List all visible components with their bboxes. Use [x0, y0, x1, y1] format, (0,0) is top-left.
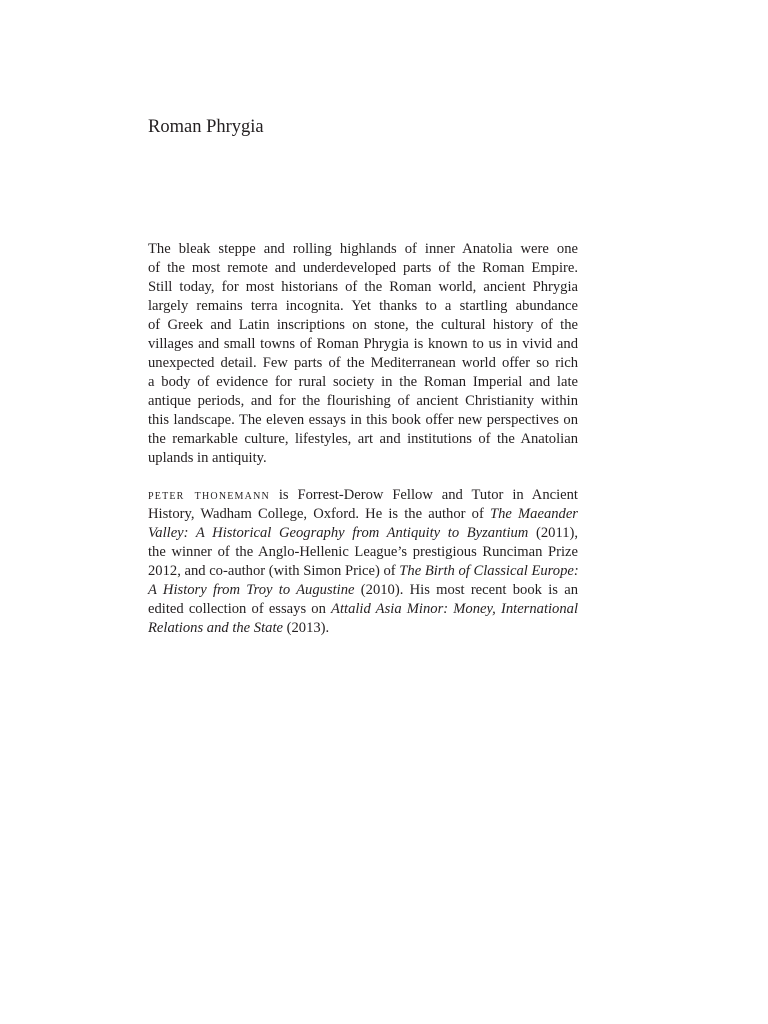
- description-line: Still today, for most historians of the Roman world, ancient Phrygia: [148, 279, 578, 295]
- bio-text: (2010). His most recent book is an: [354, 582, 578, 598]
- book-title: Relations and the State: [148, 620, 283, 636]
- page-title: Roman Phrygia: [148, 117, 264, 137]
- bio-text: History, Wadham College, Oxford. He is the author of: [148, 506, 490, 522]
- description-line: largely remains terra incognita. Yet thanks to a startling abundance: [148, 298, 578, 314]
- description-line: antique periods, and for the flourishing of ancient Christianity within: [148, 393, 578, 409]
- description-line: villages and small towns of Roman Phrygia is known to us in vivid and: [148, 336, 578, 352]
- bio-line: [148, 619, 578, 638]
- bio-line: [148, 562, 578, 581]
- description-line: The bleak steppe and rolling highlands of inner Anatolia were one: [148, 241, 578, 257]
- bio-text: edited collection of essays on: [148, 601, 332, 617]
- description-line: this landscape. The eleven essays in this book offer new perspectives on: [148, 412, 578, 428]
- description-line: of the most remote and underdeveloped parts of the Roman Empire.: [148, 260, 578, 276]
- description-line: unexpected detail. Few parts of the Mediterranean world offer so rich: [148, 355, 578, 371]
- bio-line: [148, 505, 578, 524]
- bio-line: [148, 600, 578, 619]
- bio-text: is Forrest-Derow Fellow and Tutor in Ancient: [269, 487, 578, 503]
- book-title: Attalid Asia Minor: Money, International: [331, 601, 578, 617]
- description-line: a body of evidence for rural society in the Roman Imperial and late: [148, 374, 578, 390]
- bio-line: [148, 486, 578, 505]
- bio-text: (2011),: [528, 525, 578, 541]
- book-title: The Maeander: [489, 506, 578, 522]
- bio-line: [148, 543, 578, 562]
- bio-text: (2013).: [282, 620, 330, 636]
- description-line: of Greek and Latin inscriptions on stone, the cultural history of the: [148, 317, 578, 333]
- book-title: The Birth of Classical Europe:: [399, 563, 579, 579]
- book-description: [148, 240, 578, 468]
- bio-line: [148, 581, 578, 600]
- book-title: A History from Troy to Augustine: [148, 582, 355, 598]
- book-title: Valley: A Historical Geography from Antiquity to Byzantium: [148, 525, 529, 541]
- bio-text: the winner of the Anglo-Hellenic League’s prestigious Runciman Prize: [148, 544, 578, 560]
- description-line: the remarkable culture, lifestyles, art and institutions of the Anatolian: [148, 431, 578, 447]
- bio-line: [148, 524, 578, 543]
- author-bio: [148, 486, 578, 638]
- author-name: peter thonemann: [148, 487, 270, 503]
- bio-text: 2012, and co-author (with Simon Price) of: [148, 563, 400, 579]
- description-line: uplands in antiquity.: [148, 450, 267, 466]
